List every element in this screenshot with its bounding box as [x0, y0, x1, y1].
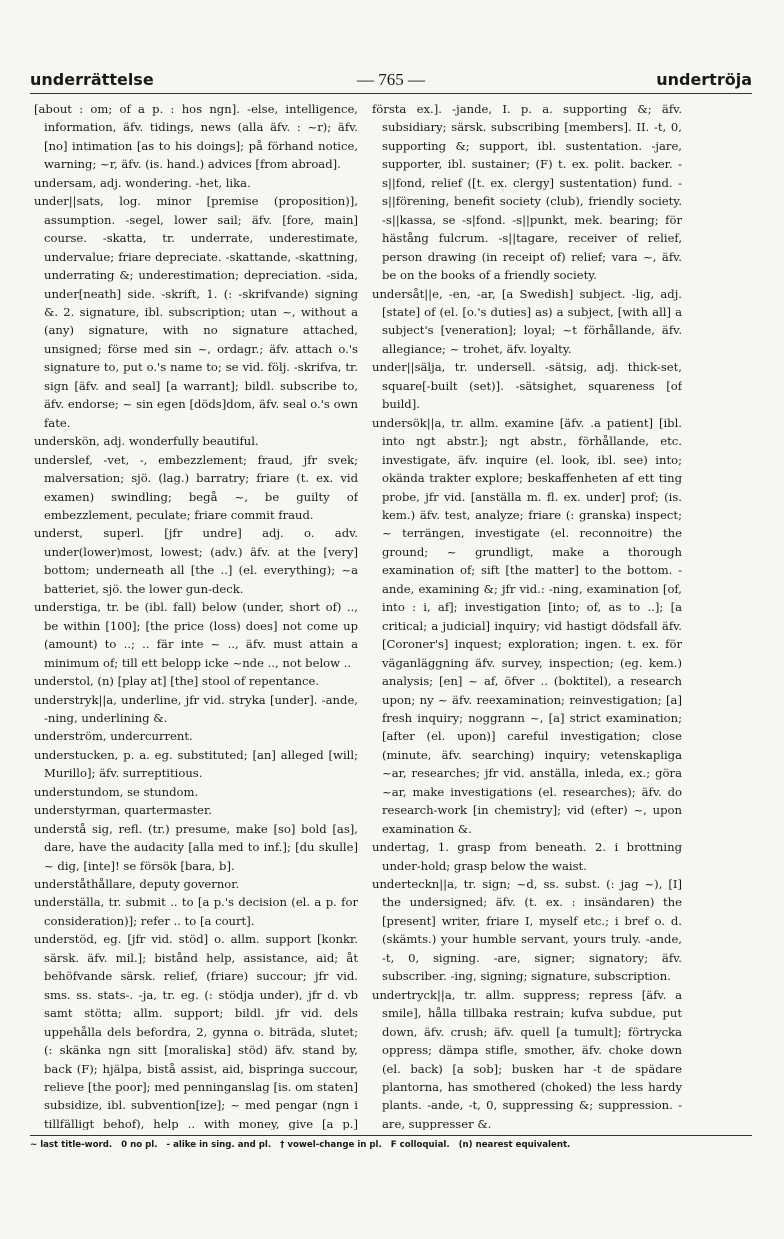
key-dagger: † vowel-change in pl. — [280, 1140, 382, 1150]
header-rule — [30, 93, 752, 94]
entry: underst, superl. [jfr undre] adj. o. adv. under(lower)most, lowest; (adv.) äfv. at the [very] bottom; underneath all [the ..] (el. everything); ~a batteriet, sjö. the lower gun-deck. — [34, 526, 358, 596]
entry: understå sig, refl. (tr.) presume, make [so] bold [as], dare, have the audacity [alla med to inf.]; [du skulle] ~ dig, [inte]! se försök [bara, b]. — [34, 821, 358, 873]
entry: undertag, 1. grasp from beneath. 2. i brottning under-hold; grasp below the waist. — [372, 840, 682, 873]
entry: understundom, se stundom. — [34, 784, 199, 799]
entry: understyrman, quartermaster. — [34, 803, 212, 818]
key-n: (n) nearest equivalent. — [458, 1140, 571, 1150]
key-zero: 0 no pl. — [121, 1140, 158, 1150]
right-column — [372, 100, 682, 1130]
entry: understol, (n) [play at] [the] stool of repentance. — [34, 674, 320, 689]
entry: undersök||a, tr. allm. examine [äfv. .a patient] [ibl. into ngt abstr.]; ngt abstr., förhållande, etc. investigate, äfv. inquire (el. look, ibl. see) into; okända trakter explore; beskaffenheten af ett ting probe, jfr vid. [anställa m. fl. ex. under] prof; (is. kem.) äfv. test, analyze; friare (: granska) inspect; ~ terrängen, investigate (el. reconnoitre) the ground; ~ grundligt, make a thorough examination of; sift [the matter] to the bottom. -ande, examining &; jfr vid.: -ning, examination [of, into : i, af]; investigation [into; of, as to ..]; [a critical; a judicial] inquiry; vid hastigt dödsfall äfv. [Coroner's] inquest; exploration; ingen. t. ex. för väganläggning äfv. survey, inspection; (eg. kem.) analysis; [en] ~ af, öfver .. (boktitel), a research upon; ny ~ äfv. reexamination; reinvestigation; [a] fresh inquiry; noggrann ~, [a] strict examination; [after (el. upon)] careful investigation; close (minute, äfv. searching) inquiry; vetenskapliga ~ar, researches; jfr vid. anställa, inleda, ex.; göra ~ar, make investigations (el. researches); äfv. do research-work [in chemistry]; vid (efter) ~, upon examination &. — [372, 415, 682, 836]
abbreviation-key — [30, 1140, 752, 1160]
last-headword: undertröja — [656, 70, 752, 89]
entry: under||sats, log. minor [premise (proposition)], assumption. -segel, lower sail; äfv. [fore, main] course. -skatta, tr. underrate, underestimate, undervalue; friare depreciate. -skattande, -skattning, underrating &; underestimation; depreciation. -sida, under[neath] side. -skrift, 1. (: -skrifvande) signing &. 2. signature, ibl. subscription; utan ~, without a (any) signature, with no signature attached, unsigned; förse med sin ~, ordagr.; äfv. attach o.'s signature to, put o.'s name to; se vid. följ. -skrifva, tr. sign [äfv. and seal] [a warrant]; bildl. subscribe to, äfv. endorse; ~ sin egen [döds]dom, äfv. seal o.'s own fate. — [34, 194, 358, 430]
key-dash: - alike in sing. and pl. — [166, 1140, 272, 1150]
entry: underslef, -vet, -, embezzlement; fraud, jfr svek; malversation; sjö. (lag.) barratry; friare (t. ex. vid examen) swindling; begå ~, be guilty of embezzlement, peculate; friare commit fraud. — [34, 452, 358, 522]
key-tilde: ~ last title-word. — [30, 1140, 113, 1150]
entry: underskön, adj. wonderfully beautiful. — [34, 434, 259, 449]
entry: understryk||a, underline, jfr vid. stryka [under]. -ande, -ning, underlining &. — [34, 692, 358, 725]
page-header — [30, 66, 752, 92]
footer-rule — [30, 1135, 752, 1136]
entry: under||sälja, tr. undersell. -sätsig, adj. thick-set, square[-built (set)]. -sätsighet, squareness [of build]. — [372, 360, 682, 412]
entry: undertryck||a, tr. allm. suppress; repress [äfv. a smile], hålla tillbaka restrain; kufva subdue, put down, äfv. crush; äfv. quell [a tumult]; förtrycka oppress; dämpa stifle, smother, äfv. choke down (el. back) [a sob]; busken har -t de spädare plantorna, has smothered (choked) the less hardy plants. -ande, -t, 0, suppressing &; suppression. -are, suppresser &. — [372, 987, 682, 1130]
entry: underståthållare, deputy governor. — [34, 877, 240, 892]
entry: första ex.]. -jande, I. p. a. supporting &; äfv. subsidiary; särsk. subscribing [members]. II. -t, 0, supporting &; support, ibl. sustentation. -jare, supporter, ibl. sustainer; (F) t. ex. polit. backer. -s||fond, relief ([t. ex. clergy] sustentation) fund. -s||förening, benefit society (club), friendly society. -s||kassa, se -s|fond. -s||punkt, mek. bearing; för hästång fulcrum. -s||tagare, receiver of relief, person drawing (in receipt of) relief; vara ~, äfv. be on the books of a friendly society. — [372, 102, 682, 283]
entry: undersam, adj. wondering. -het, lika. — [34, 175, 251, 190]
first-headword: underrättelse — [30, 70, 154, 89]
entry: understöd, eg. [jfr vid. stöd] o. allm. support [konkr. särsk. äfv. mil.]; bistånd help, assistance, aid; åt behöfvande särsk. relief, (friare) succour; jfr vid. sms. ss. stats-. -ja, tr. eg. (: stödja under), jfr d. vb samt stötta; allm. support; bildl. jfr vid. dels uppehålla dels befordra, 2, gynna o. biträda, slutet; (: skänka ngn sitt [moraliska] stöd) äfv. stand by, back (F); hjälpa, bistå assist, aid, bispringa succour, relieve [the poor]; med penninganslag [is. om staten] subsidize, ibl. subvention[ize]; ~ med pengar (ngn i tillfälligt behof), help .. with money, give [a p.] — [34, 932, 358, 1130]
entry: underström, undercurrent. — [34, 729, 193, 744]
entry: [about : om; of a p. : hos ngn]. -else, intelligence, information, äfv. tidings, news (alla äfv. : ~r); äfv. [no] intimation [as to his doings]; på förhand notice, warning; ~r, äfv. (is. hand.) advices [from abroad]. — [34, 102, 358, 172]
entry: underställa, tr. submit .. to [a p.'s decision (el. a p. for consideration)]; refer .. to [a court]. — [34, 895, 358, 928]
page-number: — 765 — — [357, 70, 425, 89]
entry: understiga, tr. be (ibl. fall) below (under, short of) .., be within [100]; [the price (loss) does] not come up (amount) to ..; .. fär inte ~ .., äfv. must attain a minimum of; till ett belopp icke ~nde .., not below .. — [34, 600, 358, 670]
entry: underteckn||a, tr. sign; ~d, ss. subst. (: jag ~), [I] the undersigned; äfv. (t. ex. : insändaren) the [present] writer, friare I, myself etc.; i bref o. d. (skämts.) your humble servant, yours truly. -ande, -t, 0, signing. -are, signer; signatory; äfv. subscriber. -ing, signing; signature, subscription. — [372, 877, 682, 984]
left-column — [34, 100, 358, 1130]
entry: understucken, p. a. eg. substituted; [an] alleged [will; Murillo]; äfv. surreptitious. — [34, 747, 358, 781]
entry: undersåt||e, -en, -ar, [a Swedish] subject. -lig, adj. [state] of (el. [o.'s duties] as) a subject, [with all] a subject's [veneration]; loyal; ~t förhållande, äfv. allegiance; ~ trohet, äfv. loyalty. — [372, 286, 682, 356]
key-f: F colloquial. — [390, 1140, 450, 1150]
